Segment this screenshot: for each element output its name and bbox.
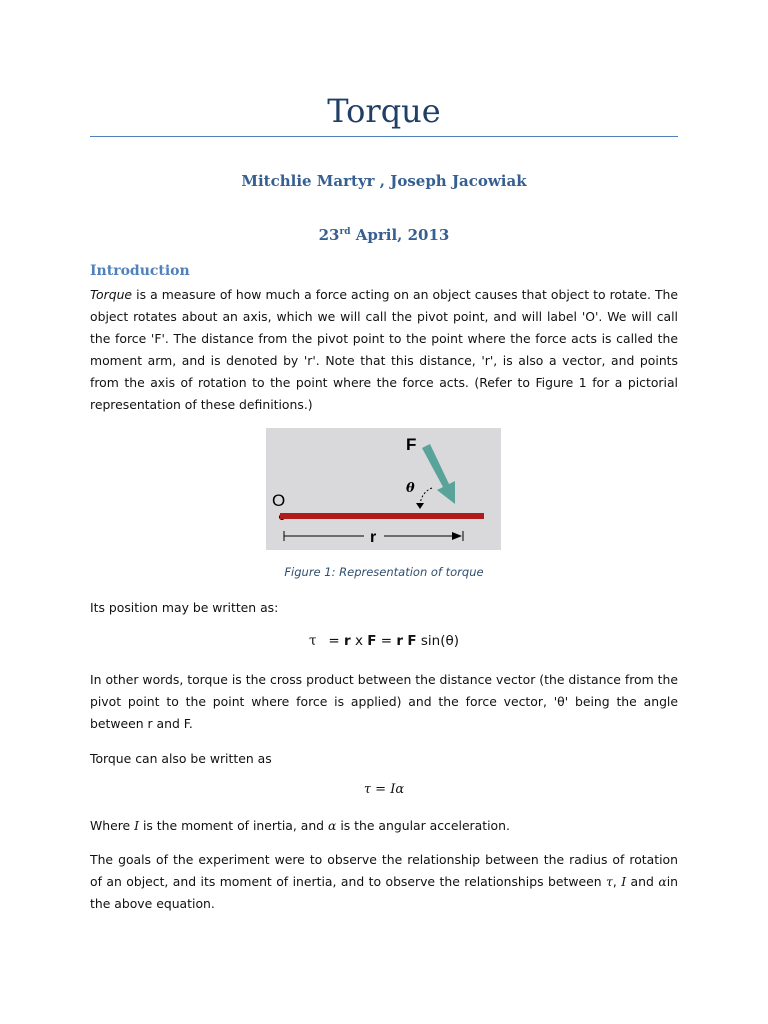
document-title: Torque — [327, 92, 441, 130]
eq1-sin: sin(θ) — [416, 633, 460, 649]
torque-diagram — [266, 428, 501, 550]
label-r: r — [370, 529, 377, 546]
figure-torque-diagram — [266, 428, 501, 550]
equation-torque-inertia: τ = Iα — [363, 782, 405, 797]
paragraph-intro-text: is a measure of how much a force acting on an object causes that object to rotate. The object rotates about an axis, which we will call the pivot point, and will label 'O'. We will call the force 'F'. The distance from the pivot point to the point where the force acts is called the moment arm, and is denoted by 'r'. Note that this distance, 'r', is also a vector, and points from the axis of rotation to the point where the force acts. (Refer to Figure 1 for a pictorial representation of these definitions.) — [90, 287, 678, 412]
p6-I: I — [621, 874, 627, 889]
label-theta: θ — [406, 481, 415, 496]
date-rest: April, 2013 — [350, 226, 450, 244]
label-F: F — [406, 435, 417, 454]
p5-text-b: is the moment of inertia, and — [139, 818, 328, 833]
document-page — [90, 0, 678, 1024]
eq1-F: F — [367, 633, 377, 649]
date-suffix: rd — [339, 227, 351, 237]
torque-term: Torque — [90, 287, 133, 302]
p5-text-a: Where — [90, 818, 135, 833]
r-arrowhead — [452, 532, 462, 540]
p5-I: I — [134, 818, 140, 833]
eq1-cross: x — [350, 633, 368, 649]
paragraph-intro — [90, 284, 678, 416]
eq1-F-2: F — [407, 633, 417, 649]
p6-comma: , — [612, 874, 622, 889]
paragraph-cross-product: In other words, torque is the cross product between the distance vector (the distance from the pivot point to the point where force is applied) and the force vector, 'θ' being the angle between r and F. — [90, 672, 678, 731]
p6-text-b: in the above equation. — [90, 874, 678, 911]
paragraph-position: Its position may be written as: — [90, 600, 279, 615]
lever-bar — [280, 513, 484, 519]
eq1-r-2: r — [396, 633, 404, 649]
paragraph-where — [90, 815, 678, 837]
p5-alpha: α — [328, 818, 337, 833]
title-divider — [90, 136, 678, 137]
theta-arc — [420, 488, 432, 504]
label-O: O — [272, 491, 286, 510]
p6-tau: τ — [605, 874, 613, 889]
p6-and: and — [626, 874, 659, 889]
date-day: 23 — [318, 226, 340, 244]
p6-alpha: α — [658, 874, 667, 889]
force-arrow — [422, 444, 455, 504]
eq1-tau: τ — [308, 633, 317, 649]
theta-arrowhead — [416, 503, 424, 509]
paragraph-also-written: Torque can also be written as — [90, 751, 272, 766]
paragraph-goals — [90, 849, 678, 915]
authors: Mitchlie Martyr , Joseph Jacowiak — [241, 172, 527, 190]
eq1-equals: = — [328, 633, 345, 649]
p5-text-c: is the angular acceleration. — [336, 818, 510, 833]
document-date — [90, 226, 678, 244]
equation-torque-cross — [90, 633, 678, 649]
p6-text-a: The goals of the experiment were to observe the relationship between the radius of rotation of an object, and its moment of inertia, and to observe the relationships between — [90, 852, 678, 889]
figure-caption: Figure 1: Representation of torque — [284, 565, 484, 579]
eq1-r: r — [344, 633, 351, 649]
section-heading-introduction: Introduction — [90, 263, 190, 279]
eq1-equals-2: = — [376, 633, 397, 649]
